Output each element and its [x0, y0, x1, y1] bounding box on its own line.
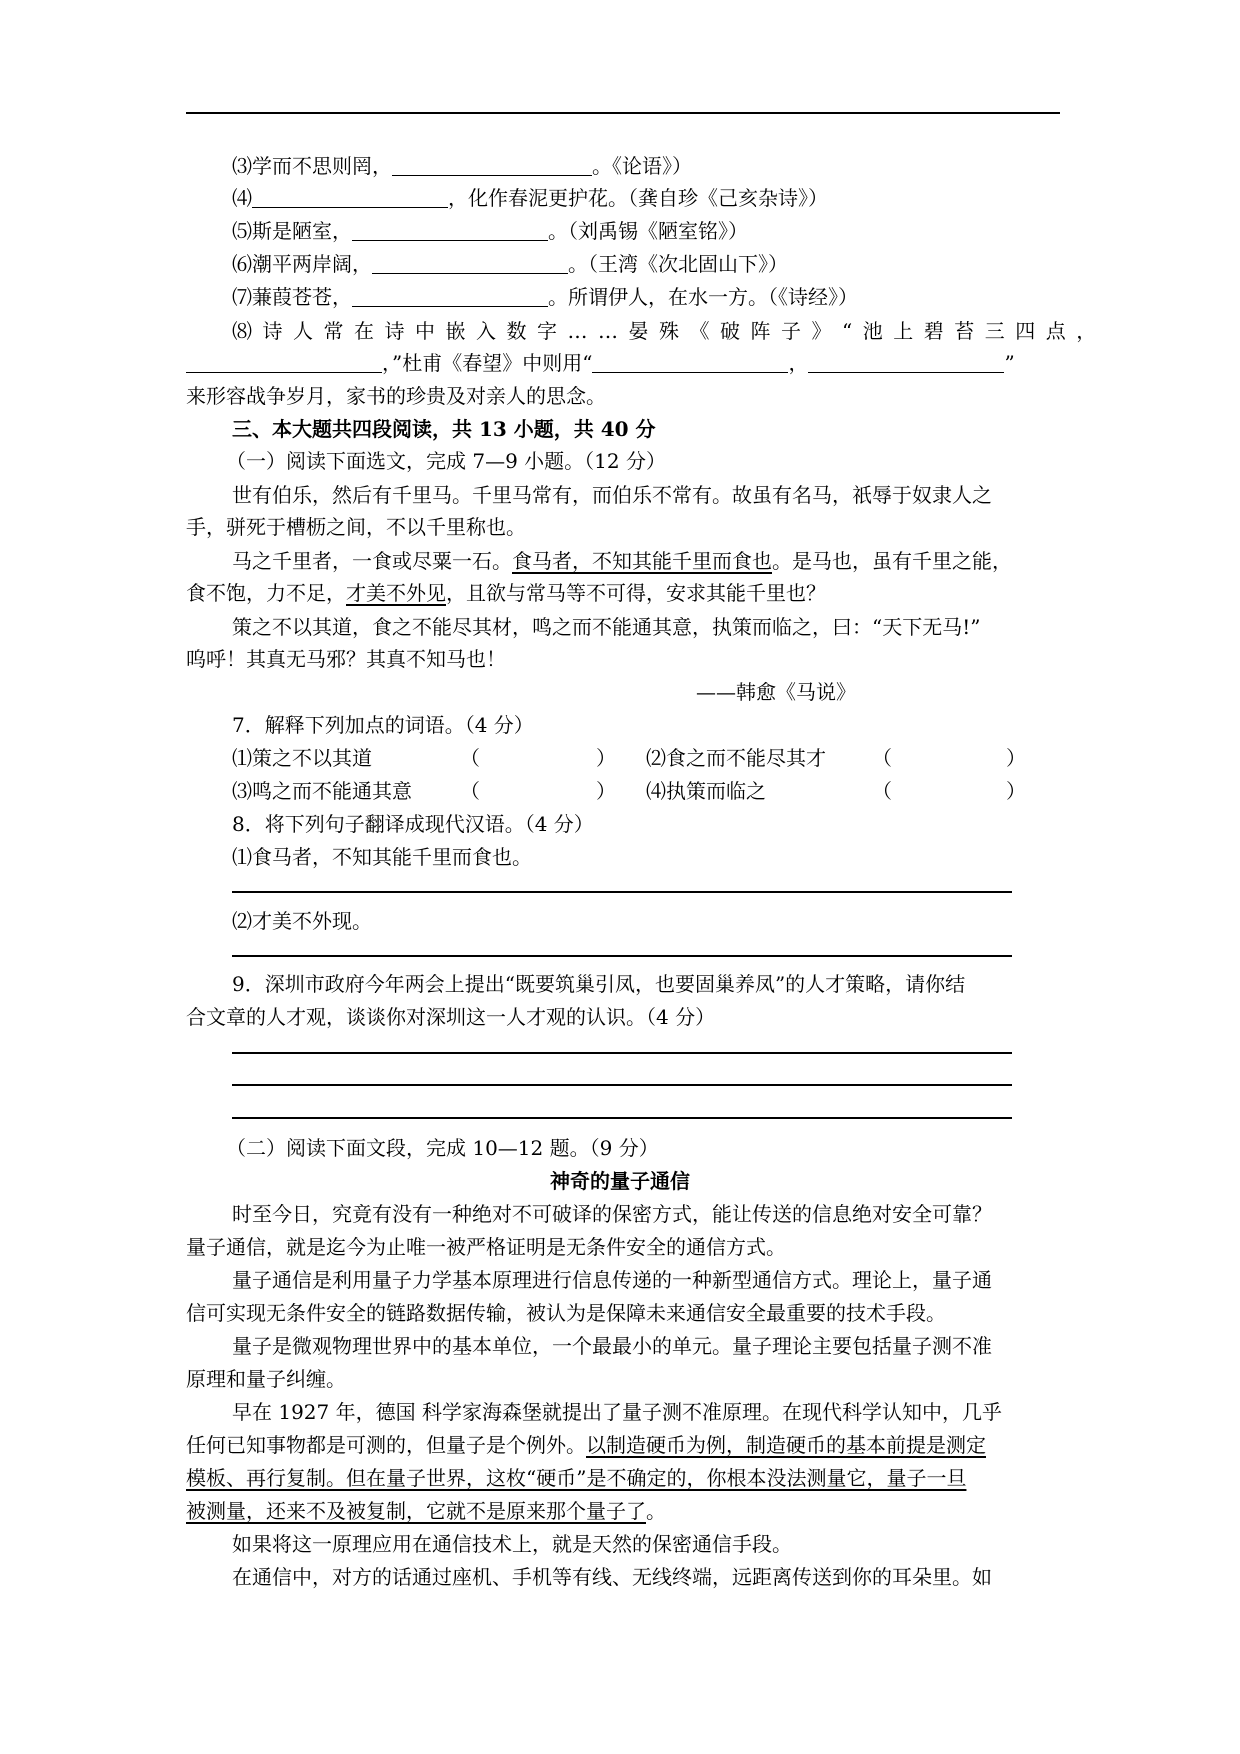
article-paragraph: 原理和量子纠缠。 [186, 1367, 346, 1391]
question-9-line-1: 9．深圳市政府今年两会上提出“既要筑巢引凤，也要固巢养凤”的人才策略，请你结 [232, 972, 966, 996]
open-paren: （ [460, 779, 480, 803]
article-paragraph: 量子通信，就是迄今为止唯一被严格证明是无条件安全的通信方式。 [186, 1235, 786, 1259]
article-paragraph: 量子是微观物理世界中的基本单位，一个最最小的单元。量子理论主要包括量子测不准 [232, 1334, 992, 1358]
article-paragraph: 量子通信是利用量子力学基本原理进行信息传递的一种新型通信方式。理论上，量子通 [232, 1268, 992, 1292]
q7-item-4: ⑷执策而临之 [646, 779, 766, 803]
close-paren: ） [1006, 746, 1026, 770]
q7-item-1: ⑴策之不以其道 [232, 746, 372, 770]
open-paren: （ [872, 779, 892, 803]
article-paragraph: 信可实现无条件安全的链路数据传输，被认为是保障未来通信安全最重要的技术手段。 [186, 1301, 946, 1325]
item-text: ⑸斯是陋室， [232, 219, 352, 243]
answer-blank[interactable] [186, 352, 382, 373]
passage-paragraph [232, 546, 1012, 576]
item-text: ，化作春泥更护花。（龚自珍《己亥杂诗》） [448, 186, 828, 210]
q8-sentence-1: ⑴食马者，不知其能千里而食也。 [232, 845, 532, 869]
recitation-item-8-line-3: 来形容战争岁月，家书的珍贵及对亲人的思念。 [186, 384, 606, 408]
recitation-item-8-line-2 [186, 348, 1015, 378]
question-8-title: 8．将下列句子翻译成现代汉语。（4 分） [232, 812, 594, 836]
recitation-item-6 [232, 249, 788, 279]
passage-text: 食不饱，力不足， [186, 581, 346, 605]
question-7-title: 7．解释下列加点的词语。（4 分） [232, 713, 534, 737]
article-paragraph [186, 1430, 986, 1460]
article-text: 任何已知事物都是可测的，但量子是个例外。 [186, 1433, 586, 1457]
item-text: ⑶学而不思则罔， [232, 154, 392, 178]
passage-paragraph: 呜呼！其真无马邪？其真不知马也！ [186, 647, 506, 671]
header-rule [186, 112, 1060, 114]
item-text: 。所谓伊人，在水一方。（《诗经》） [548, 285, 858, 309]
answer-blank[interactable] [372, 253, 568, 274]
answer-field[interactable] [485, 750, 595, 771]
answer-line[interactable] [232, 1052, 1012, 1054]
article-title: 神奇的量子通信 [550, 1169, 690, 1193]
article-paragraph: 如果将这一原理应用在通信技术上，就是天然的保密通信手段。 [232, 1532, 792, 1556]
article-text: 。 [646, 1499, 666, 1523]
open-paren: （ [460, 746, 480, 770]
article-paragraph [186, 1496, 666, 1526]
item-text: ⑺蒹葭苍苍， [232, 285, 352, 309]
item-text: ⑹潮平两岸阔， [232, 252, 372, 276]
answer-blank[interactable] [392, 155, 592, 176]
item-text: ⑷ [232, 186, 252, 210]
passage-paragraph: 世有伯乐，然后有千里马。千里马常有，而伯乐不常有。故虽有名马，祇辱于奴隶人之 [232, 483, 992, 507]
close-paren: ） [596, 746, 616, 770]
answer-field[interactable] [897, 750, 1007, 771]
answer-blank[interactable] [352, 220, 548, 241]
section-title: 三、本大题共四段阅读，共 13 小题，共 40 分 [232, 417, 656, 441]
underlined-sentence: 食马者，不知其能千里而食也 [512, 549, 772, 573]
item-text: ” [1004, 351, 1015, 375]
underlined-sentence: 才美不外见 [346, 581, 446, 605]
close-paren: ） [1006, 779, 1026, 803]
recitation-item-4 [232, 183, 828, 213]
passage-paragraph: 手，骈死于槽枥之间，不以千里称也。 [186, 515, 526, 539]
answer-line[interactable] [232, 1084, 1012, 1086]
article-paragraph: 时至今日，究竟有没有一种绝对不可破译的保密方式，能让传送的信息绝对安全可靠？ [232, 1202, 992, 1226]
q8-sentence-2: ⑵才美不外现。 [232, 909, 372, 933]
passage-text: 。是马也，虽有千里之能， [772, 549, 1012, 573]
answer-line[interactable] [232, 891, 1012, 893]
item-text: ， [788, 351, 809, 375]
answer-blank[interactable] [592, 352, 788, 373]
answer-field[interactable] [897, 783, 1007, 804]
answer-line[interactable] [232, 1117, 1012, 1119]
item-text: 。（刘禹锡《陋室铭》） [548, 219, 748, 243]
passage-paragraph [186, 578, 826, 608]
passage-source: ——韩愈《马说》 [696, 680, 856, 704]
passage-text: 马之千里者，一食或尽粟一石。 [232, 549, 512, 573]
underlined-sentence: 被测量，还来不及被复制，它就不是原来那个量子了 [186, 1499, 646, 1523]
answer-blank[interactable] [252, 187, 448, 208]
q7-item-3: ⑶鸣之而不能通其意 [232, 779, 412, 803]
passage-text: ，且欲与常马等不可得，安求其能千里也？ [446, 581, 826, 605]
recitation-item-3 [232, 151, 692, 181]
answer-blank[interactable] [808, 352, 1004, 373]
close-paren: ） [596, 779, 616, 803]
underlined-sentence: 模板、再行复制。但在量子世界，这枚“硬币”是不确定的，你根本没法测量它，量子一旦 [186, 1466, 967, 1490]
article-paragraph: 在通信中，对方的话通过座机、手机等有线、无线终端，远距离传送到你的耳朵里。如 [232, 1565, 992, 1589]
underlined-sentence: 以制造硬币为例，制造硬币的基本前提是测定 [586, 1433, 986, 1457]
article-paragraph: 早在 1927 年，德国 科学家海森堡就提出了量子测不准原理。在现代科学认知中，几乎 [232, 1400, 1002, 1424]
open-paren: （ [872, 746, 892, 770]
answer-field[interactable] [485, 783, 595, 804]
answer-blank[interactable] [352, 286, 548, 307]
item-text: 。（王湾《次北固山下》） [568, 252, 788, 276]
item-text: ，”杜甫《春望》中则用“ [382, 351, 593, 375]
question-9-line-2: 合文章的人才观，谈谈你对深圳这一人才观的认识。（4 分） [186, 1005, 716, 1029]
q7-item-2: ⑵食之而不能尽其才 [646, 746, 826, 770]
passage-paragraph: 策之不以其道，食之不能尽其材，鸣之而不能通其意，执策而临之，曰：“天下无马!” [232, 615, 981, 639]
part1-intro: （一）阅读下面选文，完成 7—9 小题。（12 分） [226, 449, 666, 473]
answer-line[interactable] [232, 955, 1012, 957]
recitation-item-8-line-1: ⑻诗人常在诗中嵌入数字……晏殊《破阵子》“池上碧苔三四点， [232, 319, 1107, 343]
item-text: 。《论语》） [592, 154, 692, 178]
part2-intro: （二）阅读下面文段，完成 10—12 题。（9 分） [226, 1136, 659, 1160]
recitation-item-5 [232, 216, 748, 246]
recitation-item-7 [232, 282, 858, 312]
